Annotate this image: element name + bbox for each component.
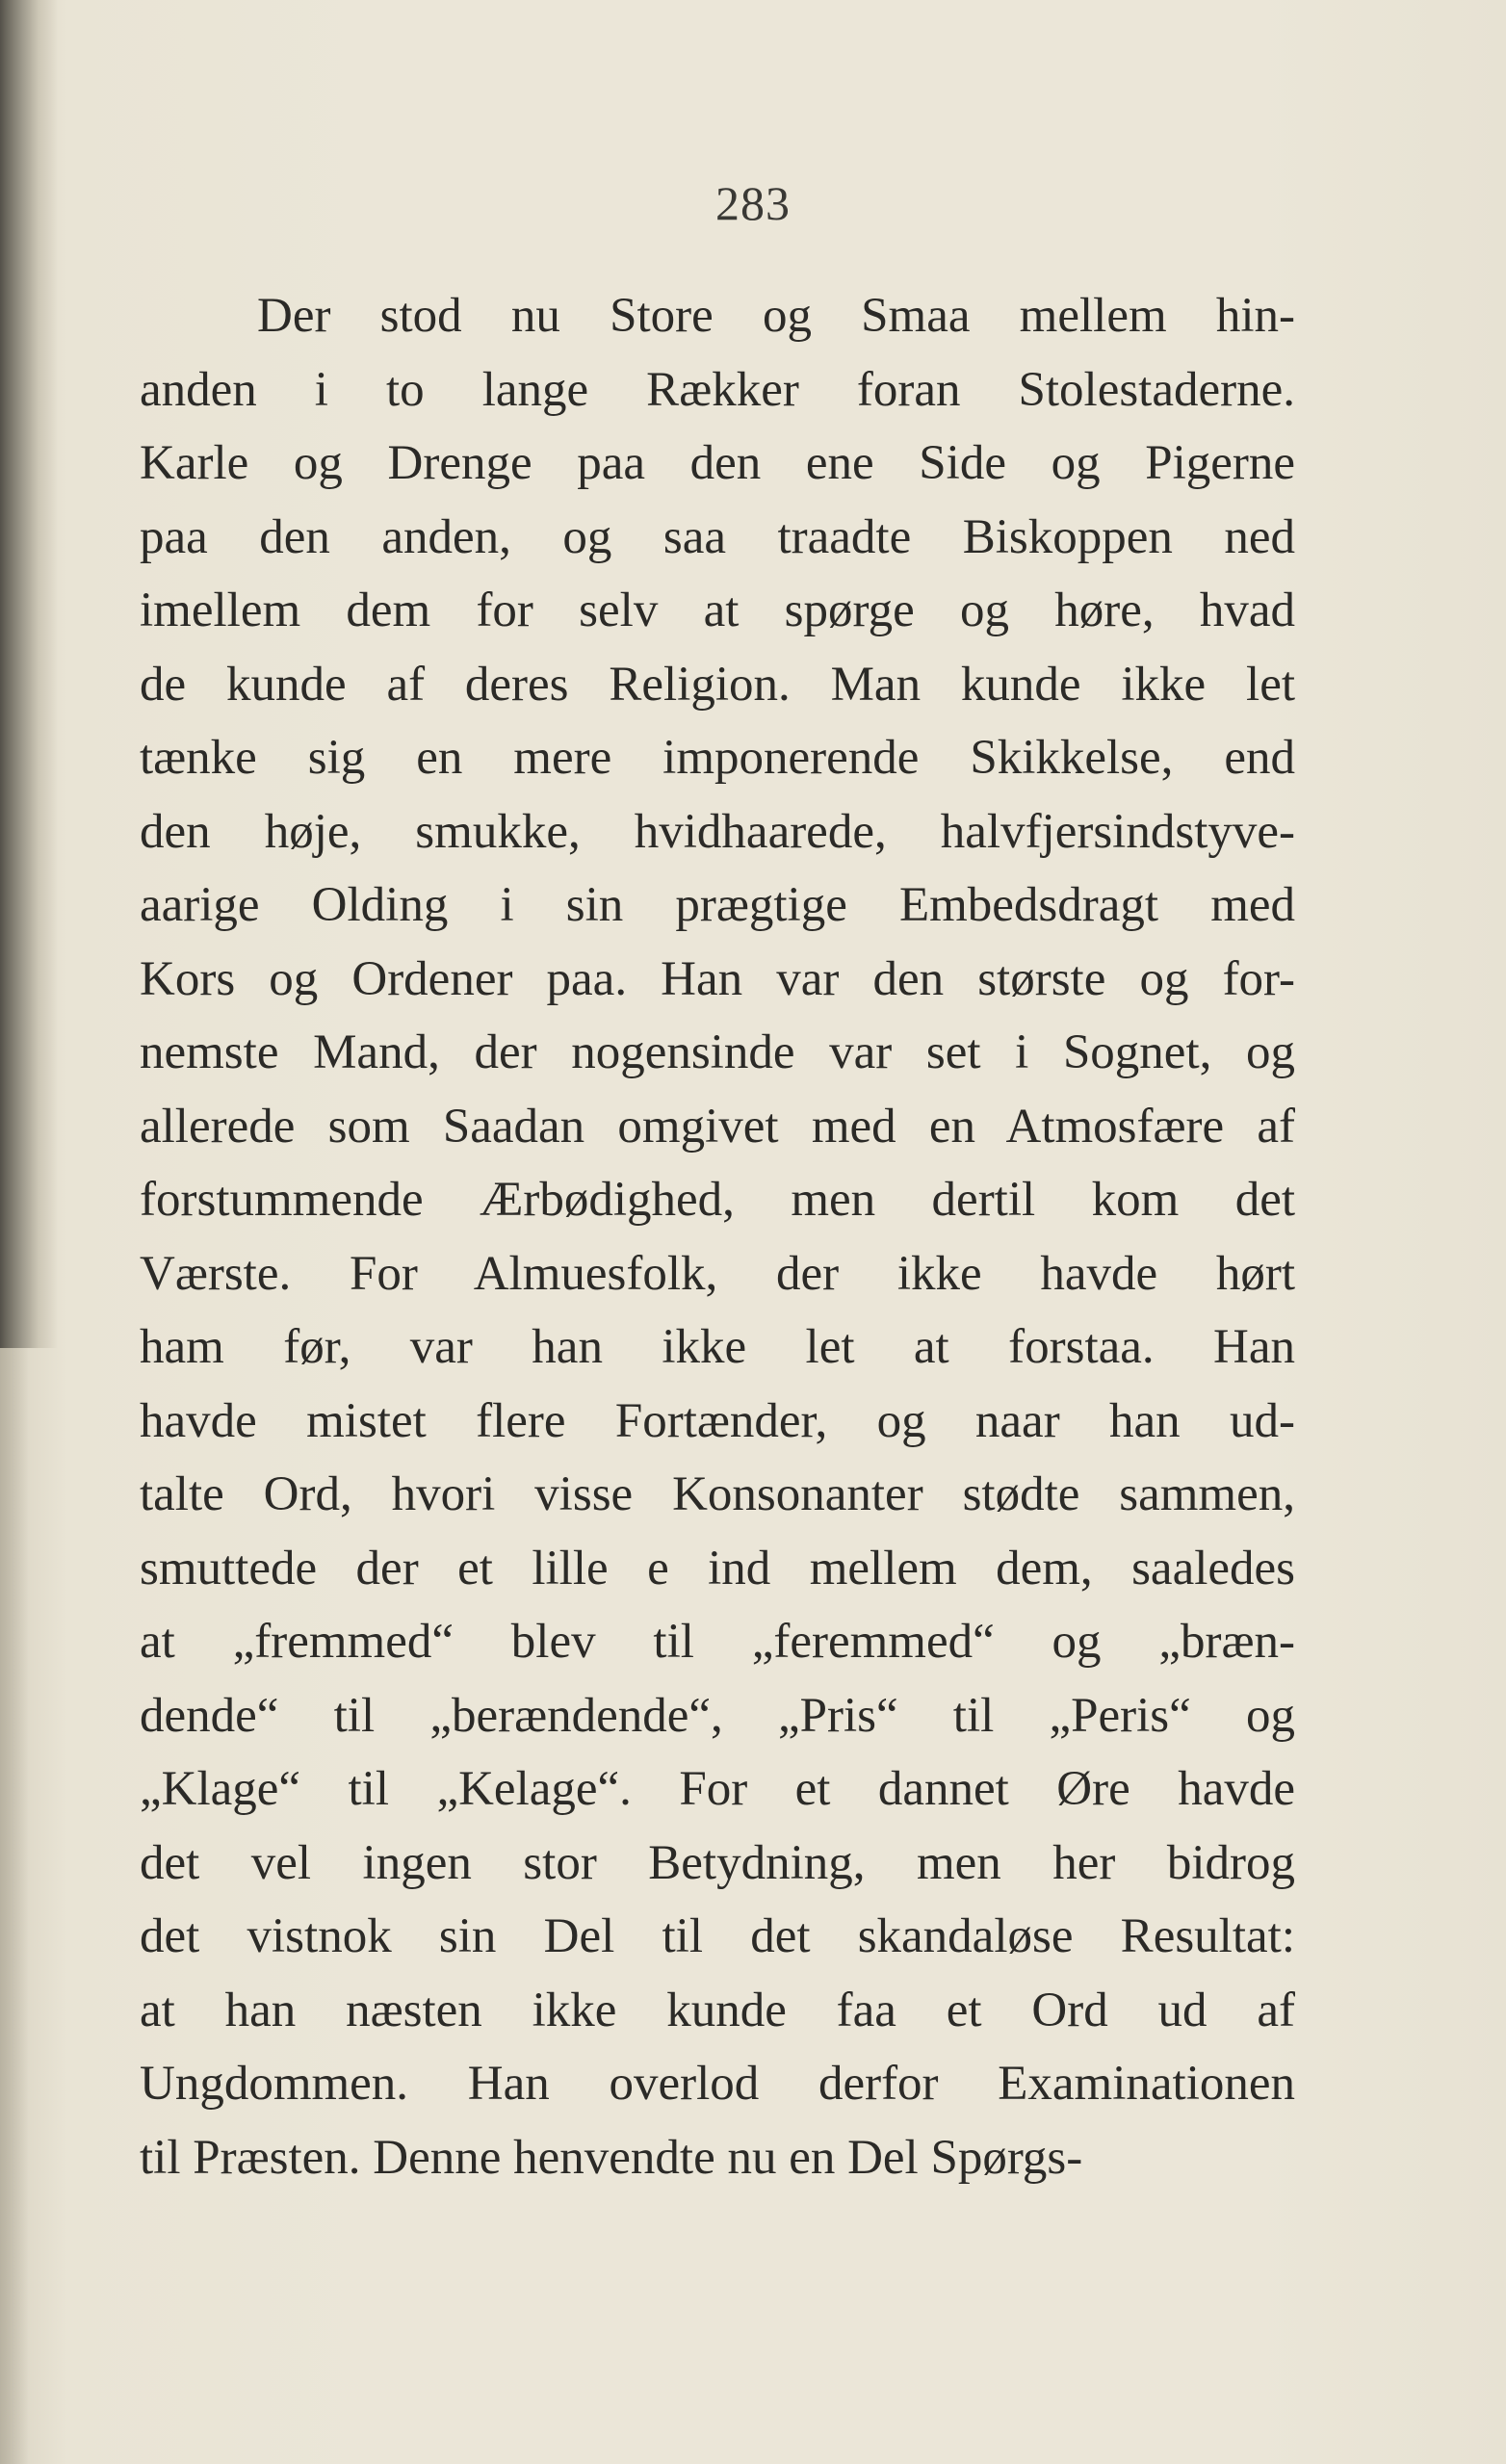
page-number: 283	[715, 176, 791, 230]
text-line: de kunde af deres Religion. Man kunde ikke let	[140, 657, 1295, 712]
text-line: at „fremmed“ blev til „feremmed“ og „bræn-	[140, 1615, 1295, 1669]
text-line: smuttede der et lille e ind mellem dem, saaledes	[140, 1541, 1295, 1595]
text-line: Karle og Drenge paa den ene Side og Pigerne	[140, 436, 1295, 490]
text-line: Værste. For Almuesfolk, der ikke havde hørt	[140, 1246, 1295, 1301]
text-line: Der stod nu Store og Smaa mellem hin-	[257, 289, 1295, 343]
text-line: nemste Mand, der nogensinde var set i Sognet, og	[140, 1025, 1295, 1079]
text-line: tænke sig en mere imponerende Skikkelse, end	[140, 731, 1295, 785]
text-line: talte Ord, hvori visse Konsonanter stødte sammen,	[140, 1467, 1295, 1521]
text-line: havde mistet flere Fortænder, og naar han ud-	[140, 1393, 1295, 1448]
body-text	[140, 279, 1295, 2194]
text-line: aarige Olding i sin prægtige Embedsdragt med	[140, 878, 1295, 932]
text-line: at han næsten ikke kunde faa et Ord ud af	[140, 1983, 1295, 2037]
text-line: det vel ingen stor Betydning, men her bidrog	[140, 1835, 1295, 1890]
text-line: anden i to lange Rækker foran Stolestaderne.	[140, 362, 1295, 417]
text-line: dende“ til „berændende“, „Pris“ til „Peris“ og	[140, 1688, 1295, 1743]
text-line: paa den anden, og saa traadte Biskoppen ned	[140, 509, 1295, 564]
text-line: imellem dem for selv at spørge og høre, hvad	[140, 584, 1295, 637]
text-line: til Præsten. Denne henvendte nu en Del Spørgs-	[140, 2130, 1083, 2185]
text-line: Ungdommen. Han overlod derfor Examinationen	[140, 2057, 1295, 2111]
text-line: den høje, smukke, hvidhaarede, halvfjersindstyve-	[140, 804, 1295, 859]
book-binding-shadow-lower	[0, 1348, 29, 2464]
text-line: Kors og Ordener paa. Han var den største og for-	[140, 951, 1295, 1006]
text-line: det vistnok sin Del til det skandaløse Resultat:	[140, 1909, 1295, 1963]
text-line: allerede som Saadan omgivet med en Atmosfære af	[140, 1099, 1295, 1154]
text-line: „Klage“ til „Kelage“. For et dannet Øre havde	[140, 1762, 1295, 1816]
text-line: ham før, var han ikke let at forstaa. Han	[140, 1320, 1295, 1374]
text-line: forstummende Ærbødighed, men dertil kom det	[140, 1173, 1295, 1227]
